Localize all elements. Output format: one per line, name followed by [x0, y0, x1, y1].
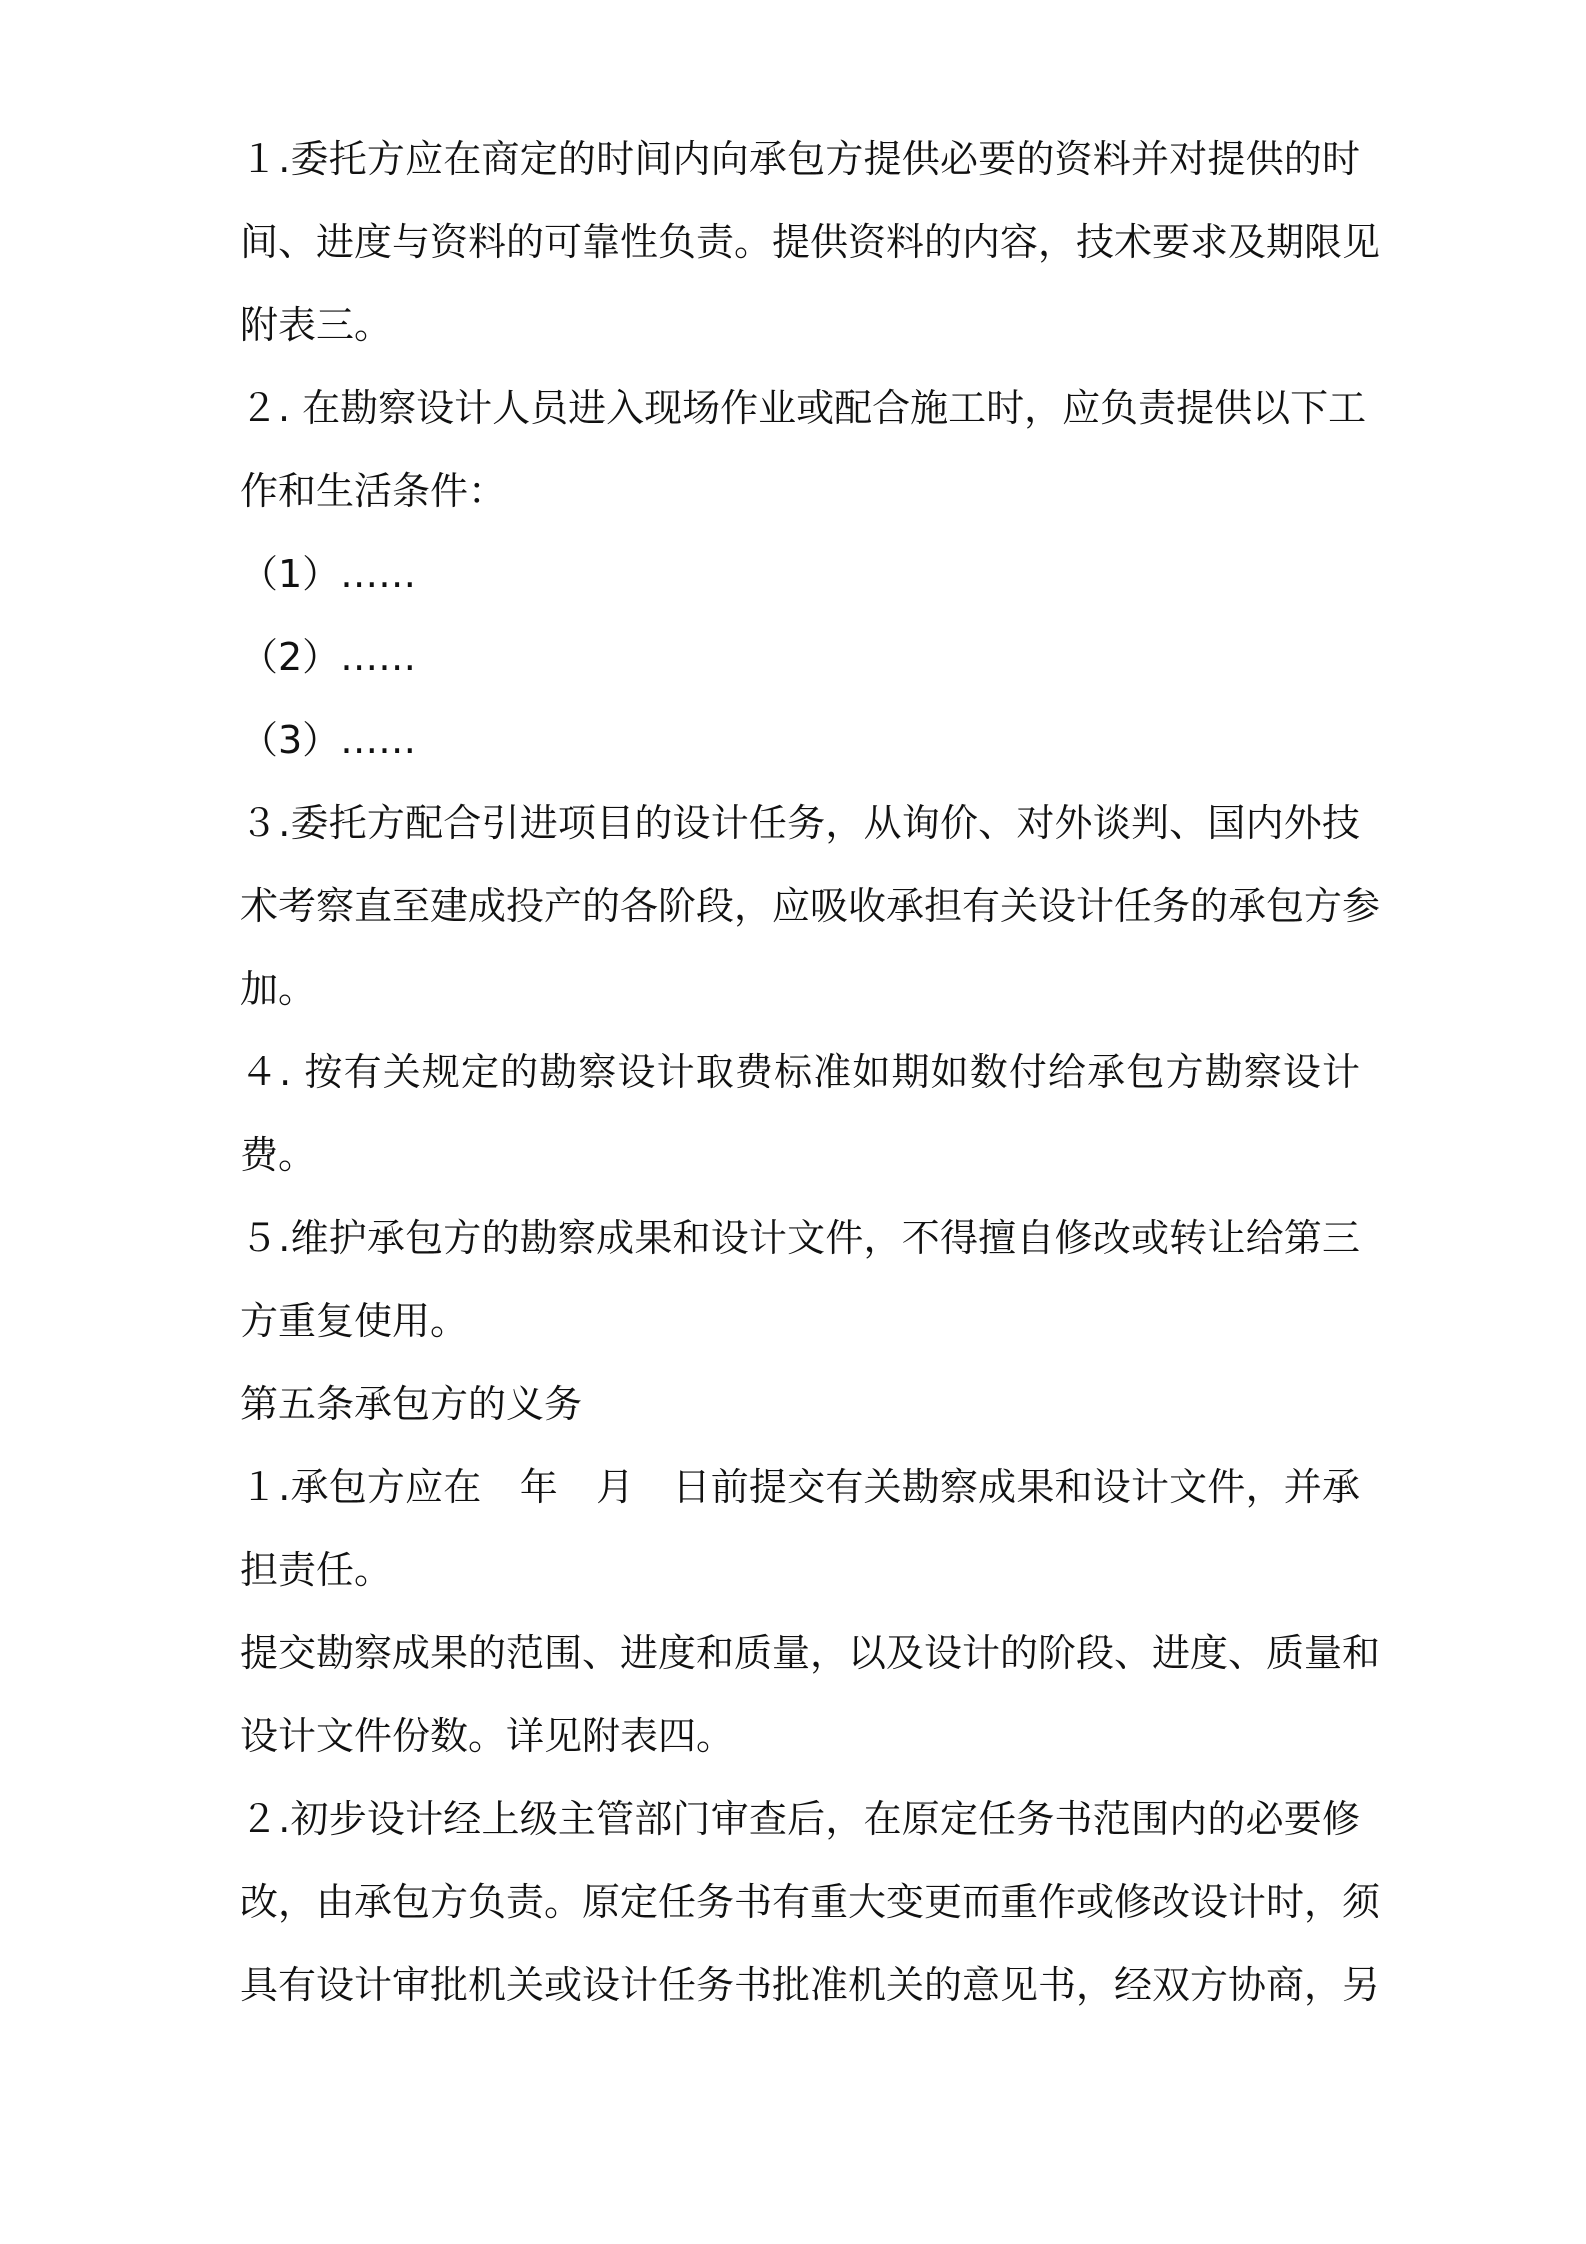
text-line: 设计文件份数。详见附表四。 [240, 1714, 735, 1758]
text-line: 作和生活条件： [240, 469, 507, 513]
text-line: ４. 按有关规定的勘察设计取费标准如期如数付给承包方勘察设计 [240, 1050, 1360, 1094]
text-line: 附表三。 [240, 303, 393, 347]
text-line: ２.初步设计经上级主管部门审查后，在原定任务书范围内的必要修 [240, 1797, 1360, 1841]
list-item: （3）…… [240, 718, 417, 762]
text-line: 提交勘察成果的范围、进度和质量，以及设计的阶段、进度、质量和 [240, 1631, 1381, 1675]
text-line: ５.维护承包方的勘察成果和设计文件，不得擅自修改或转让给第三 [240, 1216, 1360, 1260]
text-line: 方重复使用。 [240, 1299, 469, 1343]
text-line: 加。 [240, 967, 317, 1011]
text-line: 术考察直至建成投产的各阶段，应吸收承担有关设计任务的承包方参 [240, 884, 1381, 928]
text-line: ３.委托方配合引进项目的设计任务，从询价、对外谈判、国内外技 [240, 801, 1360, 845]
text-line: １.承包方应在 年 月 日前提交有关勘察成果和设计文件，并承 [240, 1465, 1360, 1509]
text-line: 担责任。 [240, 1548, 393, 1592]
text-line: 间、进度与资料的可靠性负责。提供资料的内容，技术要求及期限见 [240, 220, 1381, 264]
text-line: 改，由承包方负责。原定任务书有重大变更而重作或修改设计时，须 [240, 1880, 1381, 1924]
text-line: 费。 [240, 1133, 317, 1177]
text-line: 具有设计审批机关或设计任务书批准机关的意见书，经双方协商，另 [240, 1963, 1381, 2007]
document-body [240, 118, 1381, 2027]
section-heading: 第五条承包方的义务 [240, 1382, 583, 1426]
text-line: １.委托方应在商定的时间内向承包方提供必要的资料并对提供的时 [240, 137, 1360, 181]
list-item: （1）…… [240, 552, 417, 596]
text-line: ２. 在勘察设计人员进入现场作业或配合施工时，应负责提供以下工 [240, 386, 1367, 430]
list-item: （2）…… [240, 635, 417, 679]
